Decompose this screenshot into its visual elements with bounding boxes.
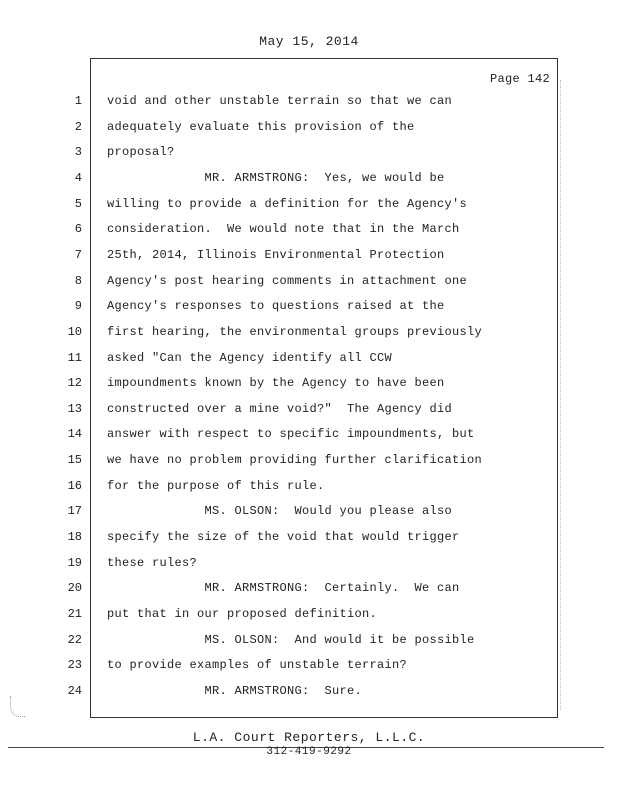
line-number: 21 bbox=[67, 607, 82, 621]
transcript-line: specify the size of the void that would trigger bbox=[107, 530, 460, 544]
line-number: 16 bbox=[67, 479, 82, 493]
transcript-line: asked "Can the Agency identify all CCW bbox=[107, 351, 393, 365]
line-number: 8 bbox=[74, 274, 82, 288]
line-number: 7 bbox=[74, 248, 82, 262]
line-number: 12 bbox=[67, 376, 82, 390]
reporter-company: L.A. Court Reporters, L.L.C. bbox=[192, 730, 426, 745]
transcript-line: for the purpose of this rule. bbox=[107, 479, 325, 493]
line-number: 13 bbox=[67, 402, 82, 416]
transcript-line: constructed over a mine void?" The Agency did bbox=[107, 402, 453, 416]
reporter-phone: 312-419-9292 bbox=[266, 746, 352, 758]
line-number: 22 bbox=[67, 633, 82, 647]
transcript-line: put that in our proposed definition. bbox=[107, 607, 378, 621]
line-number: 20 bbox=[67, 581, 82, 595]
line-number: 11 bbox=[67, 351, 82, 365]
line-number: 5 bbox=[74, 197, 82, 211]
transcript-line: impoundments known by the Agency to have been bbox=[107, 376, 445, 390]
line-number: 3 bbox=[74, 145, 82, 159]
transcript-line: we have no problem providing further clarification bbox=[107, 453, 483, 467]
transcript-line: proposal? bbox=[107, 145, 175, 159]
transcript-line: these rules? bbox=[107, 556, 198, 570]
line-number: 19 bbox=[67, 556, 82, 570]
line-number: 24 bbox=[67, 684, 82, 698]
transcript-line: first hearing, the environmental groups previously bbox=[107, 325, 483, 339]
scan-edge-marks bbox=[560, 80, 563, 710]
line-number: 23 bbox=[67, 658, 82, 672]
transcript-line: willing to provide a definition for the Agency's bbox=[107, 197, 468, 211]
line-number: 9 bbox=[74, 299, 82, 313]
transcript-line: Agency's responses to questions raised at the bbox=[107, 299, 445, 313]
transcript-date: May 15, 2014 bbox=[259, 34, 359, 49]
transcript-line: answer with respect to specific impoundments, but bbox=[107, 427, 475, 441]
transcript-line: void and other unstable terrain so that we can bbox=[107, 94, 453, 108]
transcript-line: adequately evaluate this provision of the bbox=[107, 120, 415, 134]
transcript-line: to provide examples of unstable terrain? bbox=[107, 658, 408, 672]
transcript-line: 25th, 2014, Illinois Environmental Protection bbox=[107, 248, 445, 262]
transcript-line: Agency's post hearing comments in attachment one bbox=[107, 274, 468, 288]
line-number: 18 bbox=[67, 530, 82, 544]
line-number: 6 bbox=[74, 222, 82, 236]
line-number: 4 bbox=[74, 171, 82, 185]
transcript-line: MS. OLSON: Would you please also bbox=[107, 504, 453, 518]
line-number: 17 bbox=[67, 504, 82, 518]
transcript-line: MR. ARMSTRONG: Certainly. We can bbox=[107, 581, 460, 595]
transcript-line: MS. OLSON: And would it be possible bbox=[107, 633, 475, 647]
transcript-line: consideration. We would note that in the March bbox=[107, 222, 460, 236]
transcript-line: MR. ARMSTRONG: Yes, we would be bbox=[107, 171, 445, 185]
line-number: 1 bbox=[74, 94, 82, 108]
transcript-line: MR. ARMSTRONG: Sure. bbox=[107, 684, 363, 698]
line-number: 10 bbox=[67, 325, 82, 339]
line-number: 14 bbox=[67, 427, 82, 441]
line-number: 2 bbox=[74, 120, 82, 134]
line-number: 15 bbox=[67, 453, 82, 467]
scan-artifact bbox=[10, 696, 25, 717]
page-number: Page 142 bbox=[489, 72, 550, 86]
